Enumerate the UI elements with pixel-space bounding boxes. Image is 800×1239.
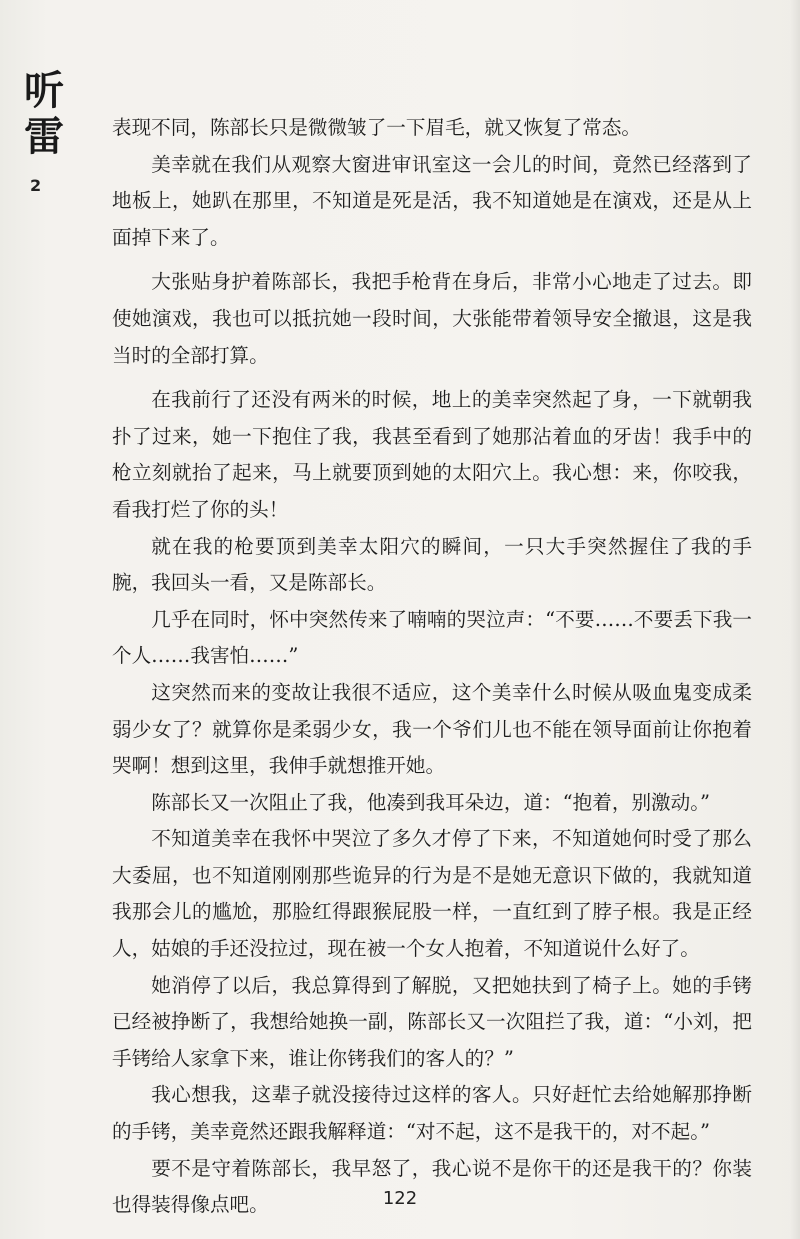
paragraph: 表现不同，陈部长只是微微皱了一下眉毛，就又恢复了常态。 [112,116,642,139]
paragraph: 几乎在同时，怀中突然传来了喃喃的哭泣声：“不要……不要丢下我一个人……我害怕……” [112,607,752,668]
paragraph: 陈部长又一次阻止了我，他凑到我耳朵边，道：“抱着，别激动。” [151,790,711,814]
paragraph: 这突然而来的变故让我很不适应，这个美幸什么时候从吸血鬼变成柔弱少女了？就算你是柔弱少女，我一个爷们儿也不能在领导面前让你抱着哭啊！想到这里，我伸手就想推开她。 [112,680,752,778]
page-number: 122 [382,1188,418,1209]
paragraph: 不知道美幸在我怀中哭泣了多久才停了下来，不知道她何时受了那么大委屈，也不知道刚刚那些诡异的行为是不是她无意识下做的，我就知道我那会儿的尴尬，那脸红得跟猴屁股一样，一直红到了脖子根。我是正经人，姑娘的手还没拉过，现在被一个女人抱着，不知道说什么好了。 [112,827,752,961]
body-text [112,110,752,1224]
paragraph: 在我前行了还没有两米的时候，地上的美幸突然起了身，一下就朝我扑了过来，她一下抱住了我，我甚至看到了她那沾着血的牙齿！我手中的枪立刻就抬了起来，马上就要顶到她的太阳穴上。我心想：来，你咬我，看我打烂了你的头！ [112,388,752,521]
paragraph: 我心想我，这辈子就没接待过这样的客人。只好赶忙去给她解那挣断的手铐，美幸竟然还跟我解释道：“对不起，这不是我干的，对不起。” [112,1083,752,1144]
paragraph: 大张贴身护着陈部长，我把手枪背在身后，非常小心地走了过去。即使她演戏，我也可以抵抗她一段时间，大张能带着领导安全撤退，这是我当时的全部打算。 [112,270,752,367]
paragraph: 她消停了以后，我总算得到了解脱，又把她扶到了椅子上。她的手铐已经被挣断了，我想给她换一副，陈部长又一次阻拦了我，道：“小刘，把手铐给人家拿下来，谁让你铐我们的客人的？” [112,973,752,1070]
paragraph: 就在我的枪要顶到美幸太阳穴的瞬间，一只大手突然握住了我的手腕，我回头一看，又是陈部长。 [112,534,752,595]
paragraph: 要不是守着陈部长，我早怒了，我心说不是你干的还是我干的？你装也得装得像点吧。 [112,1156,752,1217]
paragraph: 美幸就在我们从观察大窗进审讯室这一会儿的时间，竟然已经落到了地板上，她趴在那里，不知道是死是活，我不知道她是在演戏，还是从上面掉下来了。 [112,152,752,249]
volume-number: 2 [30,176,42,195]
book-title: 听雷 [24,67,64,160]
page-edge-shadow [790,0,800,1239]
